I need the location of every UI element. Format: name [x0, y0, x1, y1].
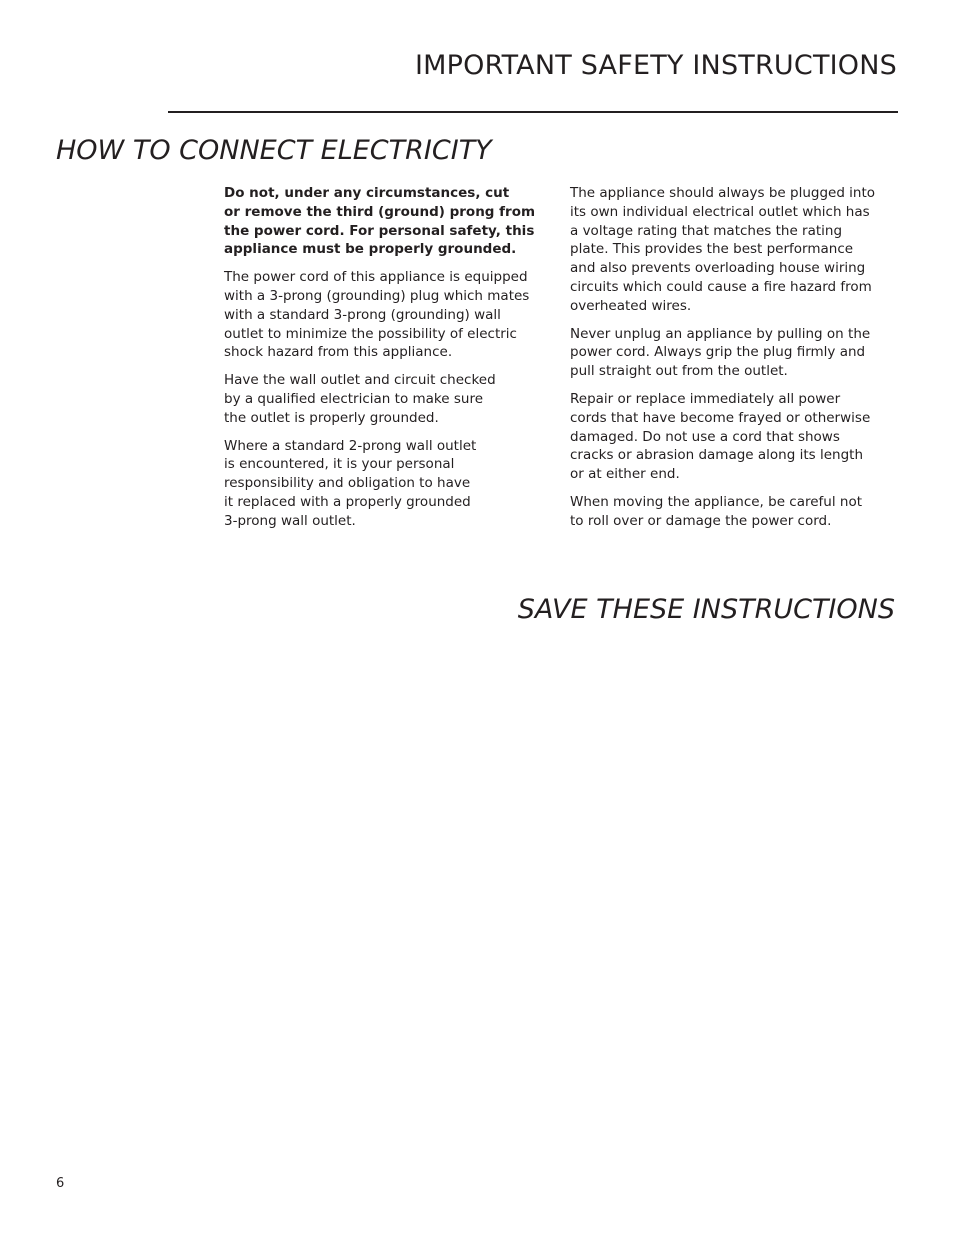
- text-line: by a qualified electrician to make sure: [224, 390, 484, 407]
- right-text-column: [570, 184, 900, 540]
- text-line: is encountered, it is your personal: [224, 456, 455, 473]
- page-number: 6: [56, 1176, 65, 1191]
- page-header-title: IMPORTANT SAFETY INSTRUCTIONS: [414, 50, 897, 81]
- paragraph-unplug: [570, 325, 900, 381]
- paragraph-moving-appliance: [570, 493, 900, 531]
- save-instructions-title: SAVE THESE INSTRUCTIONS: [517, 594, 895, 625]
- text-line: cracks or abrasion damage along its length: [570, 447, 863, 464]
- left-text-column: [224, 184, 554, 540]
- text-line: Never unplug an appliance by pulling on the: [570, 325, 871, 342]
- text-line: Where a standard 2-prong wall outlet: [224, 437, 477, 454]
- text-line: to roll over or damage the power cord.: [570, 512, 832, 529]
- text-line: or at either end.: [570, 466, 680, 483]
- text-line: When moving the appliance, be careful not: [570, 493, 863, 510]
- text-line: and also prevents overloading house wiring: [570, 260, 866, 277]
- text-line: The power cord of this appliance is equipped: [224, 269, 528, 286]
- text-line: power cord. Always grip the plug firmly and: [570, 344, 866, 361]
- text-line: shock hazard from this appliance.: [224, 344, 453, 361]
- text-line: Repair or replace immediately all power: [570, 390, 841, 407]
- text-line: the outlet is properly grounded.: [224, 409, 439, 426]
- section-title: HOW TO CONNECT ELECTRICITY: [56, 135, 492, 166]
- text-line: cords that have become frayed or otherwise: [570, 409, 871, 426]
- text-line: the power cord. For personal safety, this: [224, 222, 535, 239]
- text-line: its own individual electrical outlet which has: [570, 203, 870, 220]
- text-line: or remove the third (ground) prong from: [224, 203, 536, 220]
- text-line: 3-prong wall outlet.: [224, 512, 356, 529]
- text-line: with a standard 3-prong (grounding) wall: [224, 306, 501, 323]
- paragraph-power-cord-plug: [224, 268, 554, 362]
- text-line: plate. This provides the best performance: [570, 241, 854, 258]
- text-line: pull straight out from the outlet.: [570, 363, 788, 380]
- text-line: Do not, under any circumstances, cut: [224, 185, 510, 201]
- paragraph-outlet-check: [224, 371, 554, 427]
- text-line: it replaced with a properly grounded: [224, 493, 471, 510]
- paragraph-ground-prong-warning: [224, 184, 554, 259]
- text-line: The appliance should always be plugged into: [570, 185, 876, 201]
- paragraph-individual-outlet: [570, 184, 900, 316]
- text-line: outlet to minimize the possibility of electric: [224, 325, 517, 342]
- text-line: circuits which could cause a fire hazard from: [570, 278, 872, 295]
- text-line: overheated wires.: [570, 297, 692, 314]
- text-line: responsibility and obligation to have: [224, 475, 471, 492]
- text-line: a voltage rating that matches the rating: [570, 222, 843, 239]
- text-line: with a 3-prong (grounding) plug which mates: [224, 287, 530, 304]
- text-line: appliance must be properly grounded.: [224, 241, 517, 258]
- paragraph-two-prong-outlet: [224, 437, 554, 531]
- header-divider: [168, 111, 898, 113]
- paragraph-repair-cords: [570, 390, 900, 484]
- text-line: Have the wall outlet and circuit checked: [224, 372, 496, 389]
- text-line: damaged. Do not use a cord that shows: [570, 428, 840, 445]
